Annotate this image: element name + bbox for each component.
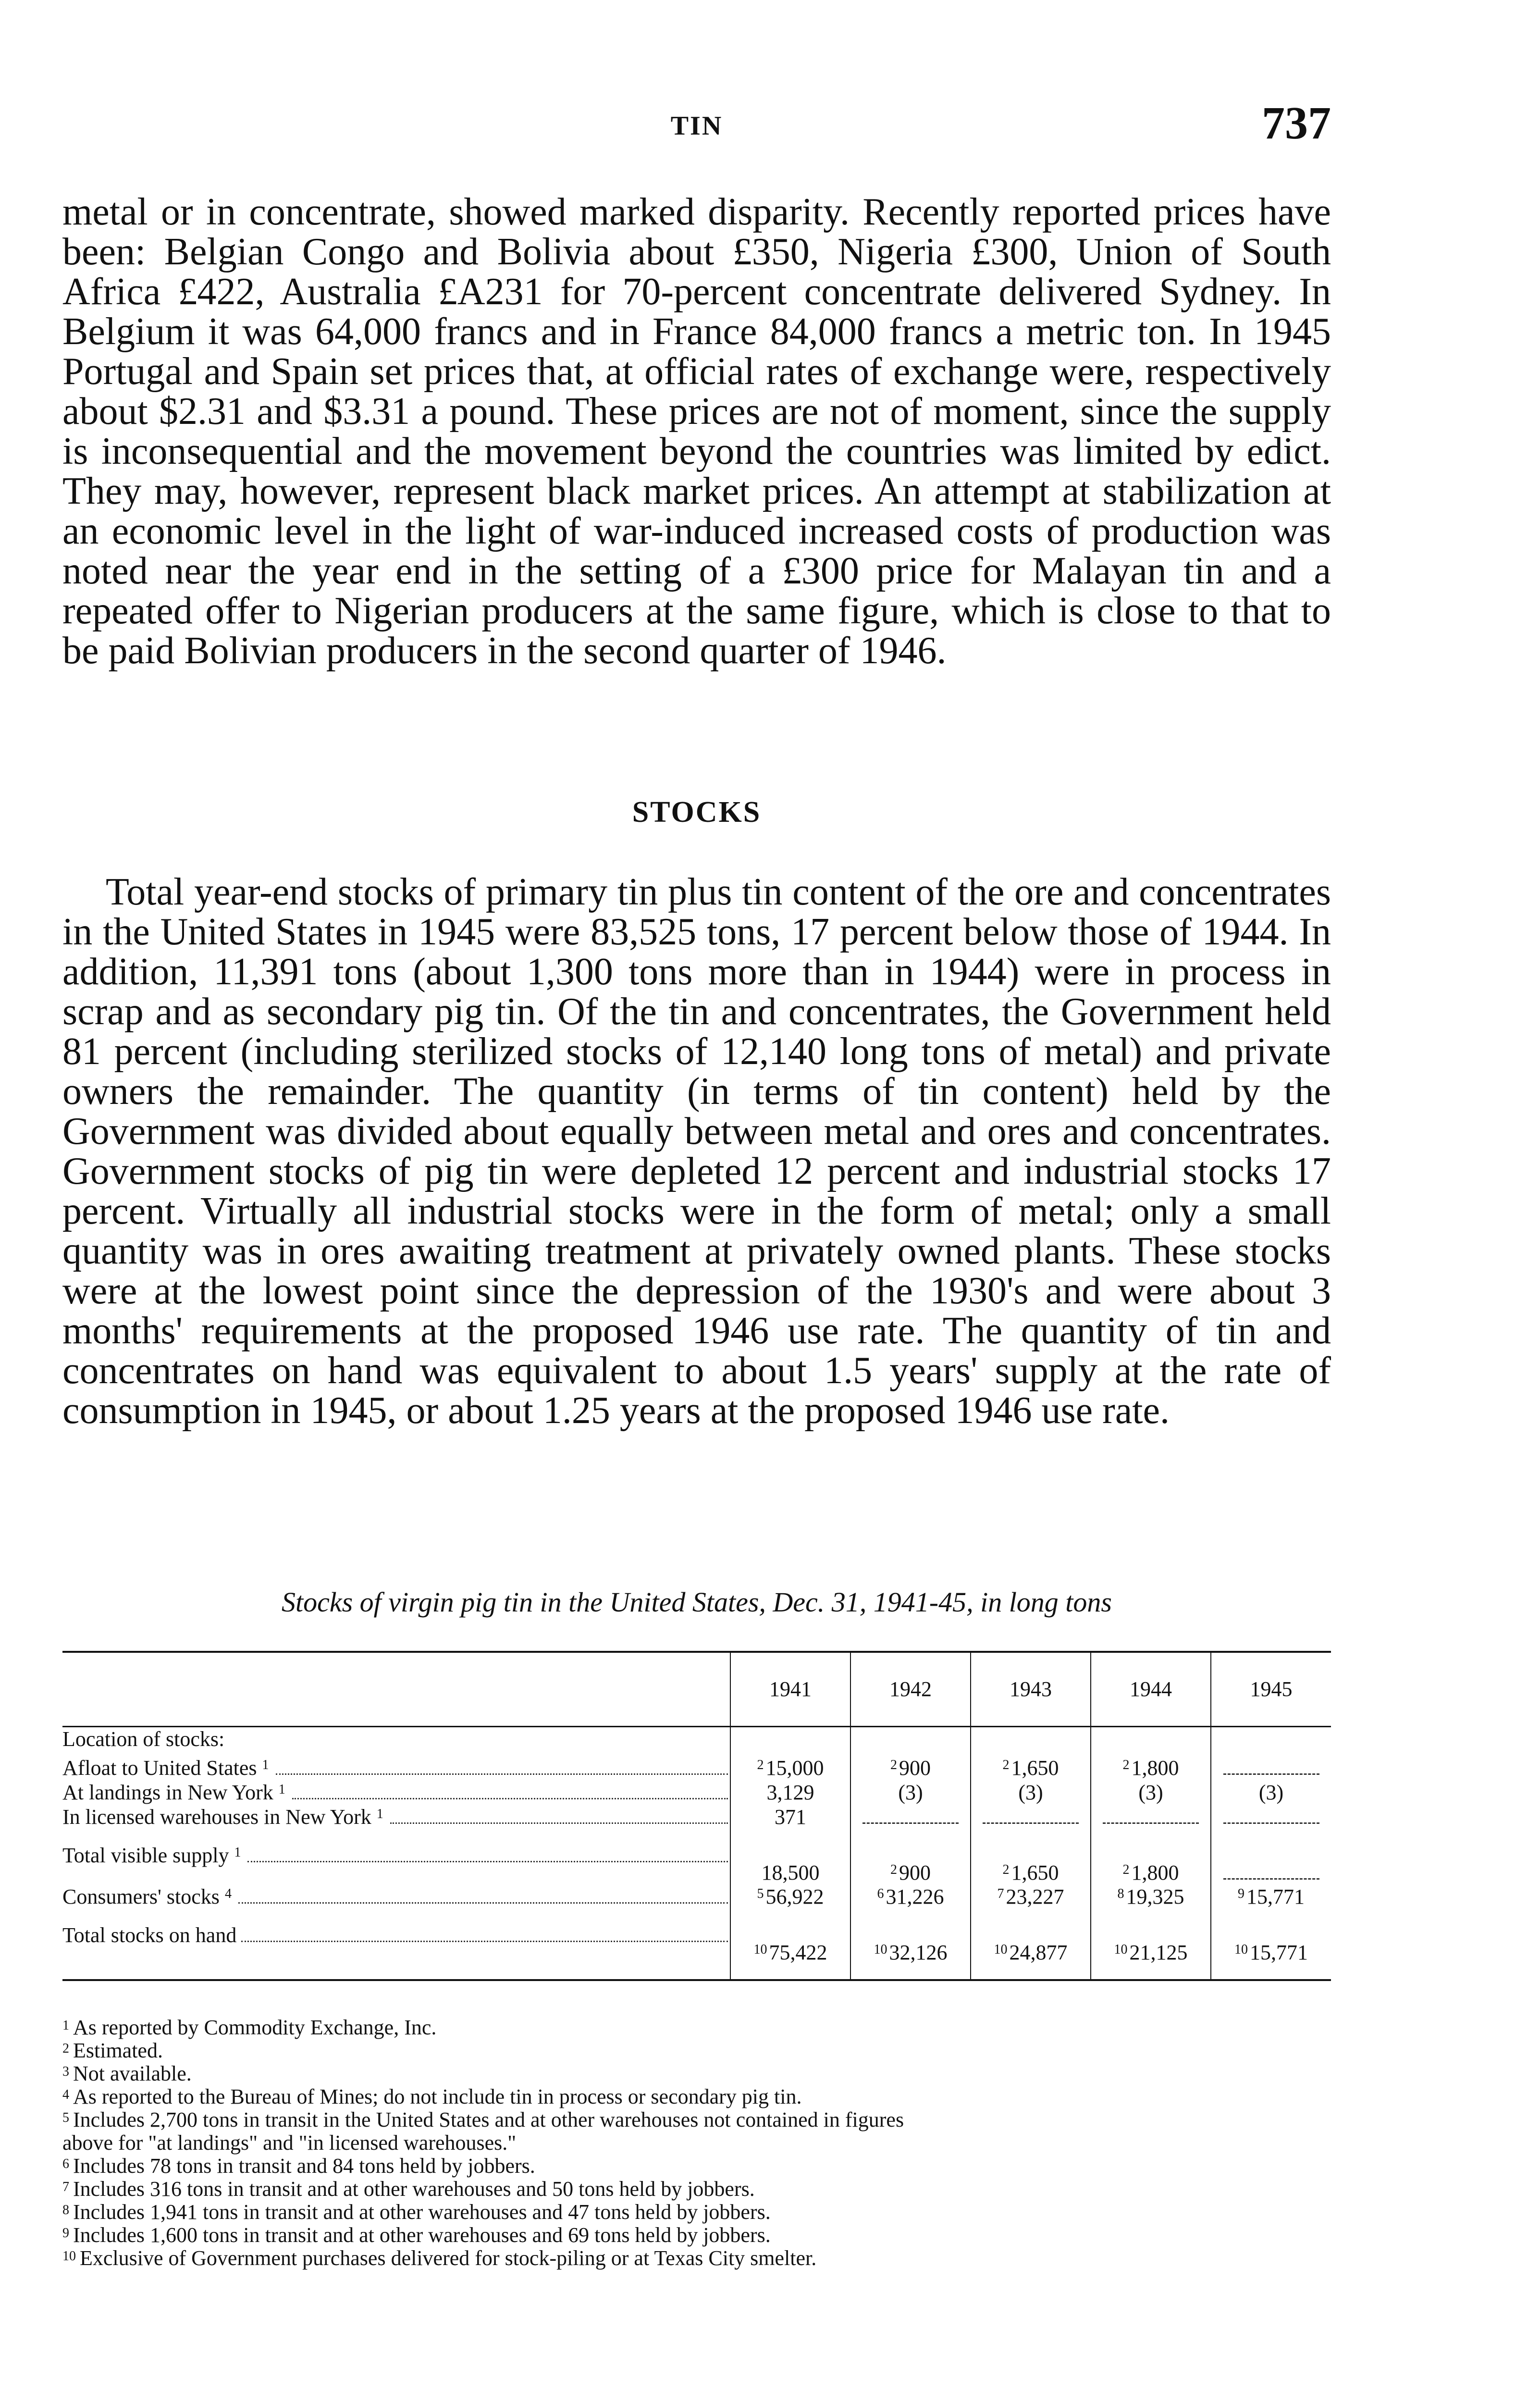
footnote: $^3$ Not available.	[62, 2062, 192, 2085]
cell-empty	[1211, 1805, 1331, 1844]
year-header: 1945	[1211, 1652, 1331, 1727]
cell: $^{10}$32,126	[850, 1923, 971, 1980]
cell: $^2$900	[850, 1844, 971, 1885]
stub-header	[62, 1652, 730, 1727]
cell: $^6$31,226	[850, 1885, 971, 1923]
row-label: In licensed warehouses in New York $^1$	[62, 1805, 730, 1844]
row-label: At landings in New York $^1$	[62, 1781, 730, 1805]
footnote: $^2$ Estimated.	[62, 2039, 163, 2062]
cell: (3)	[1091, 1781, 1211, 1805]
cell: $^2$1,650	[971, 1844, 1091, 1885]
cell-empty	[971, 1805, 1091, 1844]
page-header	[62, 96, 1331, 159]
cell-empty	[850, 1805, 971, 1844]
paragraph-prices: metal or in concentrate, showed marked disparity. Recently reported prices have been: Belgian Congo and Bolivia about £350, Nigeria £300, Union of South Africa £422, Australia £A231 for 70-percent concentrate delivered Sydney. In Belgium it was 64,000 francs and in France 84,000 francs a metric ton. In 1945 Portugal and Spain set prices that, at official rates of exchange were, respectively about $2.31 and $3.31 a pound. These prices are not of moment, since the supply is inconsequential and the movement beyond the countries was limited by edict. They may, however, represent black market prices. An attempt at stabilization at an economic level in the light of war-induced increased costs of production was noted near the year end in the setting of a £300 price for Malayan tin and a repeated offer to Nigerian producers at the same figure, which is close to that to be paid Bolivian producers in the second quarter of 1946.	[62, 191, 1331, 672]
cell: $^9$15,771	[1211, 1885, 1331, 1923]
cell-empty	[1211, 1756, 1331, 1781]
footnote: $^5$ Includes 2,700 tons in transit in the United States and at other warehouses not contained in figures	[62, 2108, 904, 2131]
cell: 371	[730, 1805, 850, 1844]
cell: (3)	[1211, 1781, 1331, 1805]
stocks-table	[62, 1651, 1331, 1981]
section-heading-stocks: STOCKS	[632, 796, 762, 829]
running-title: TIN	[670, 111, 723, 141]
footnote: $^9$ Includes 1,600 tons in transit and at other warehouses and 69 tons held by jobbers.	[62, 2223, 771, 2247]
year-header: 1944	[1091, 1652, 1211, 1727]
cell: 18,500	[730, 1844, 850, 1885]
footnote: $^4$ As reported to the Bureau of Mines; do not include tin in process or secondary pig tin.	[62, 2085, 802, 2108]
location-heading: Location of stocks:	[62, 1727, 225, 1751]
cell: $^{10}$24,877	[971, 1923, 1091, 1980]
cell-empty	[1091, 1805, 1211, 1844]
table-row-landings	[62, 1781, 1331, 1805]
row-label: Consumers' stocks $^4$	[62, 1885, 730, 1923]
table-header-row	[62, 1652, 1331, 1727]
cell: (3)	[850, 1781, 971, 1805]
row-label: Afloat to United States $^1$	[62, 1756, 730, 1781]
table-row-visible	[62, 1844, 1331, 1885]
footnote: $^8$ Includes 1,941 tons in transit and at other warehouses and 47 tons held by jobbers.	[62, 2200, 771, 2224]
table-row	[62, 1727, 1331, 1757]
cell: $^2$1,650	[971, 1756, 1091, 1781]
cell: $^{10}$75,422	[730, 1923, 850, 1980]
cell: $^{10}$15,771	[1211, 1923, 1331, 1980]
row-label: Total visible supply $^1$	[62, 1844, 730, 1885]
row-label: Total stocks on hand	[62, 1923, 730, 1980]
cell-empty	[1211, 1844, 1331, 1885]
footnote: $^{10}$ Exclusive of Government purchases delivered for stock-piling or at Texas City smelter.	[62, 2246, 817, 2270]
cell: $^2$1,800	[1091, 1844, 1211, 1885]
paragraph-stocks: Total year-end stocks of primary tin plus tin content of the ore and concentrates in the United States in 1945 were 83,525 tons, 17 percent below those of 1944. In addition, 11,391 tons (about 1,300 tons more than in 1944) were in process in scrap and as secondary pig tin. Of the tin and concentrates, the Government held 81 percent (including sterilized stocks of 12,140 long tons of metal) and private owners the remainder. The quantity (in terms of tin content) held by the Government was divided about equally between metal and ores and concentrates. Government stocks of pig tin were depleted 12 percent and industrial stocks 17 percent. Virtually all industrial stocks were in the form of metal; only a small quantity was in ores awaiting treatment at privately owned plants. These stocks were at the lowest point since the depression of the 1930's and were about 3 months' requirements at the proposed 1946 use rate. The quantity of tin and concentrates on hand was equivalent to about 1.5 years' supply at the rate of consumption in 1945, or about 1.25 years at the proposed 1946 use rate.	[62, 871, 1331, 1432]
footnote: $^7$ Includes 316 tons in transit and at other warehouses and 50 tons held by jobbers.	[62, 2177, 755, 2201]
cell: $^{10}$21,125	[1091, 1923, 1211, 1980]
table-row-total	[62, 1923, 1331, 1980]
footnotes	[62, 2016, 1331, 2270]
cell: $^2$900	[850, 1756, 971, 1781]
table-row-consumers	[62, 1885, 1331, 1923]
cell: $^2$15,000	[730, 1756, 850, 1781]
footnote-continuation: above for "at landings" and "in licensed warehouses."	[62, 2131, 517, 2155]
year-header: 1942	[850, 1652, 971, 1727]
footnote: $^6$ Includes 78 tons in transit and 84 tons held by jobbers.	[62, 2154, 535, 2178]
cell: (3)	[971, 1781, 1091, 1805]
year-header: 1941	[730, 1652, 850, 1727]
cell: $^5$56,922	[730, 1885, 850, 1923]
cell: $^7$23,227	[971, 1885, 1091, 1923]
year-header: 1943	[971, 1652, 1091, 1727]
footnote: $^1$ As reported by Commodity Exchange, Inc.	[62, 2016, 437, 2039]
table-row-warehouses	[62, 1805, 1331, 1844]
table-caption: Stocks of virgin pig tin in the United States, Dec. 31, 1941-45, in long tons	[282, 1586, 1112, 1618]
table-row-afloat	[62, 1756, 1331, 1781]
cell: $^2$1,800	[1091, 1756, 1211, 1781]
cell: $^8$19,325	[1091, 1885, 1211, 1923]
page-number: 737	[1262, 97, 1331, 149]
cell: 3,129	[730, 1781, 850, 1805]
